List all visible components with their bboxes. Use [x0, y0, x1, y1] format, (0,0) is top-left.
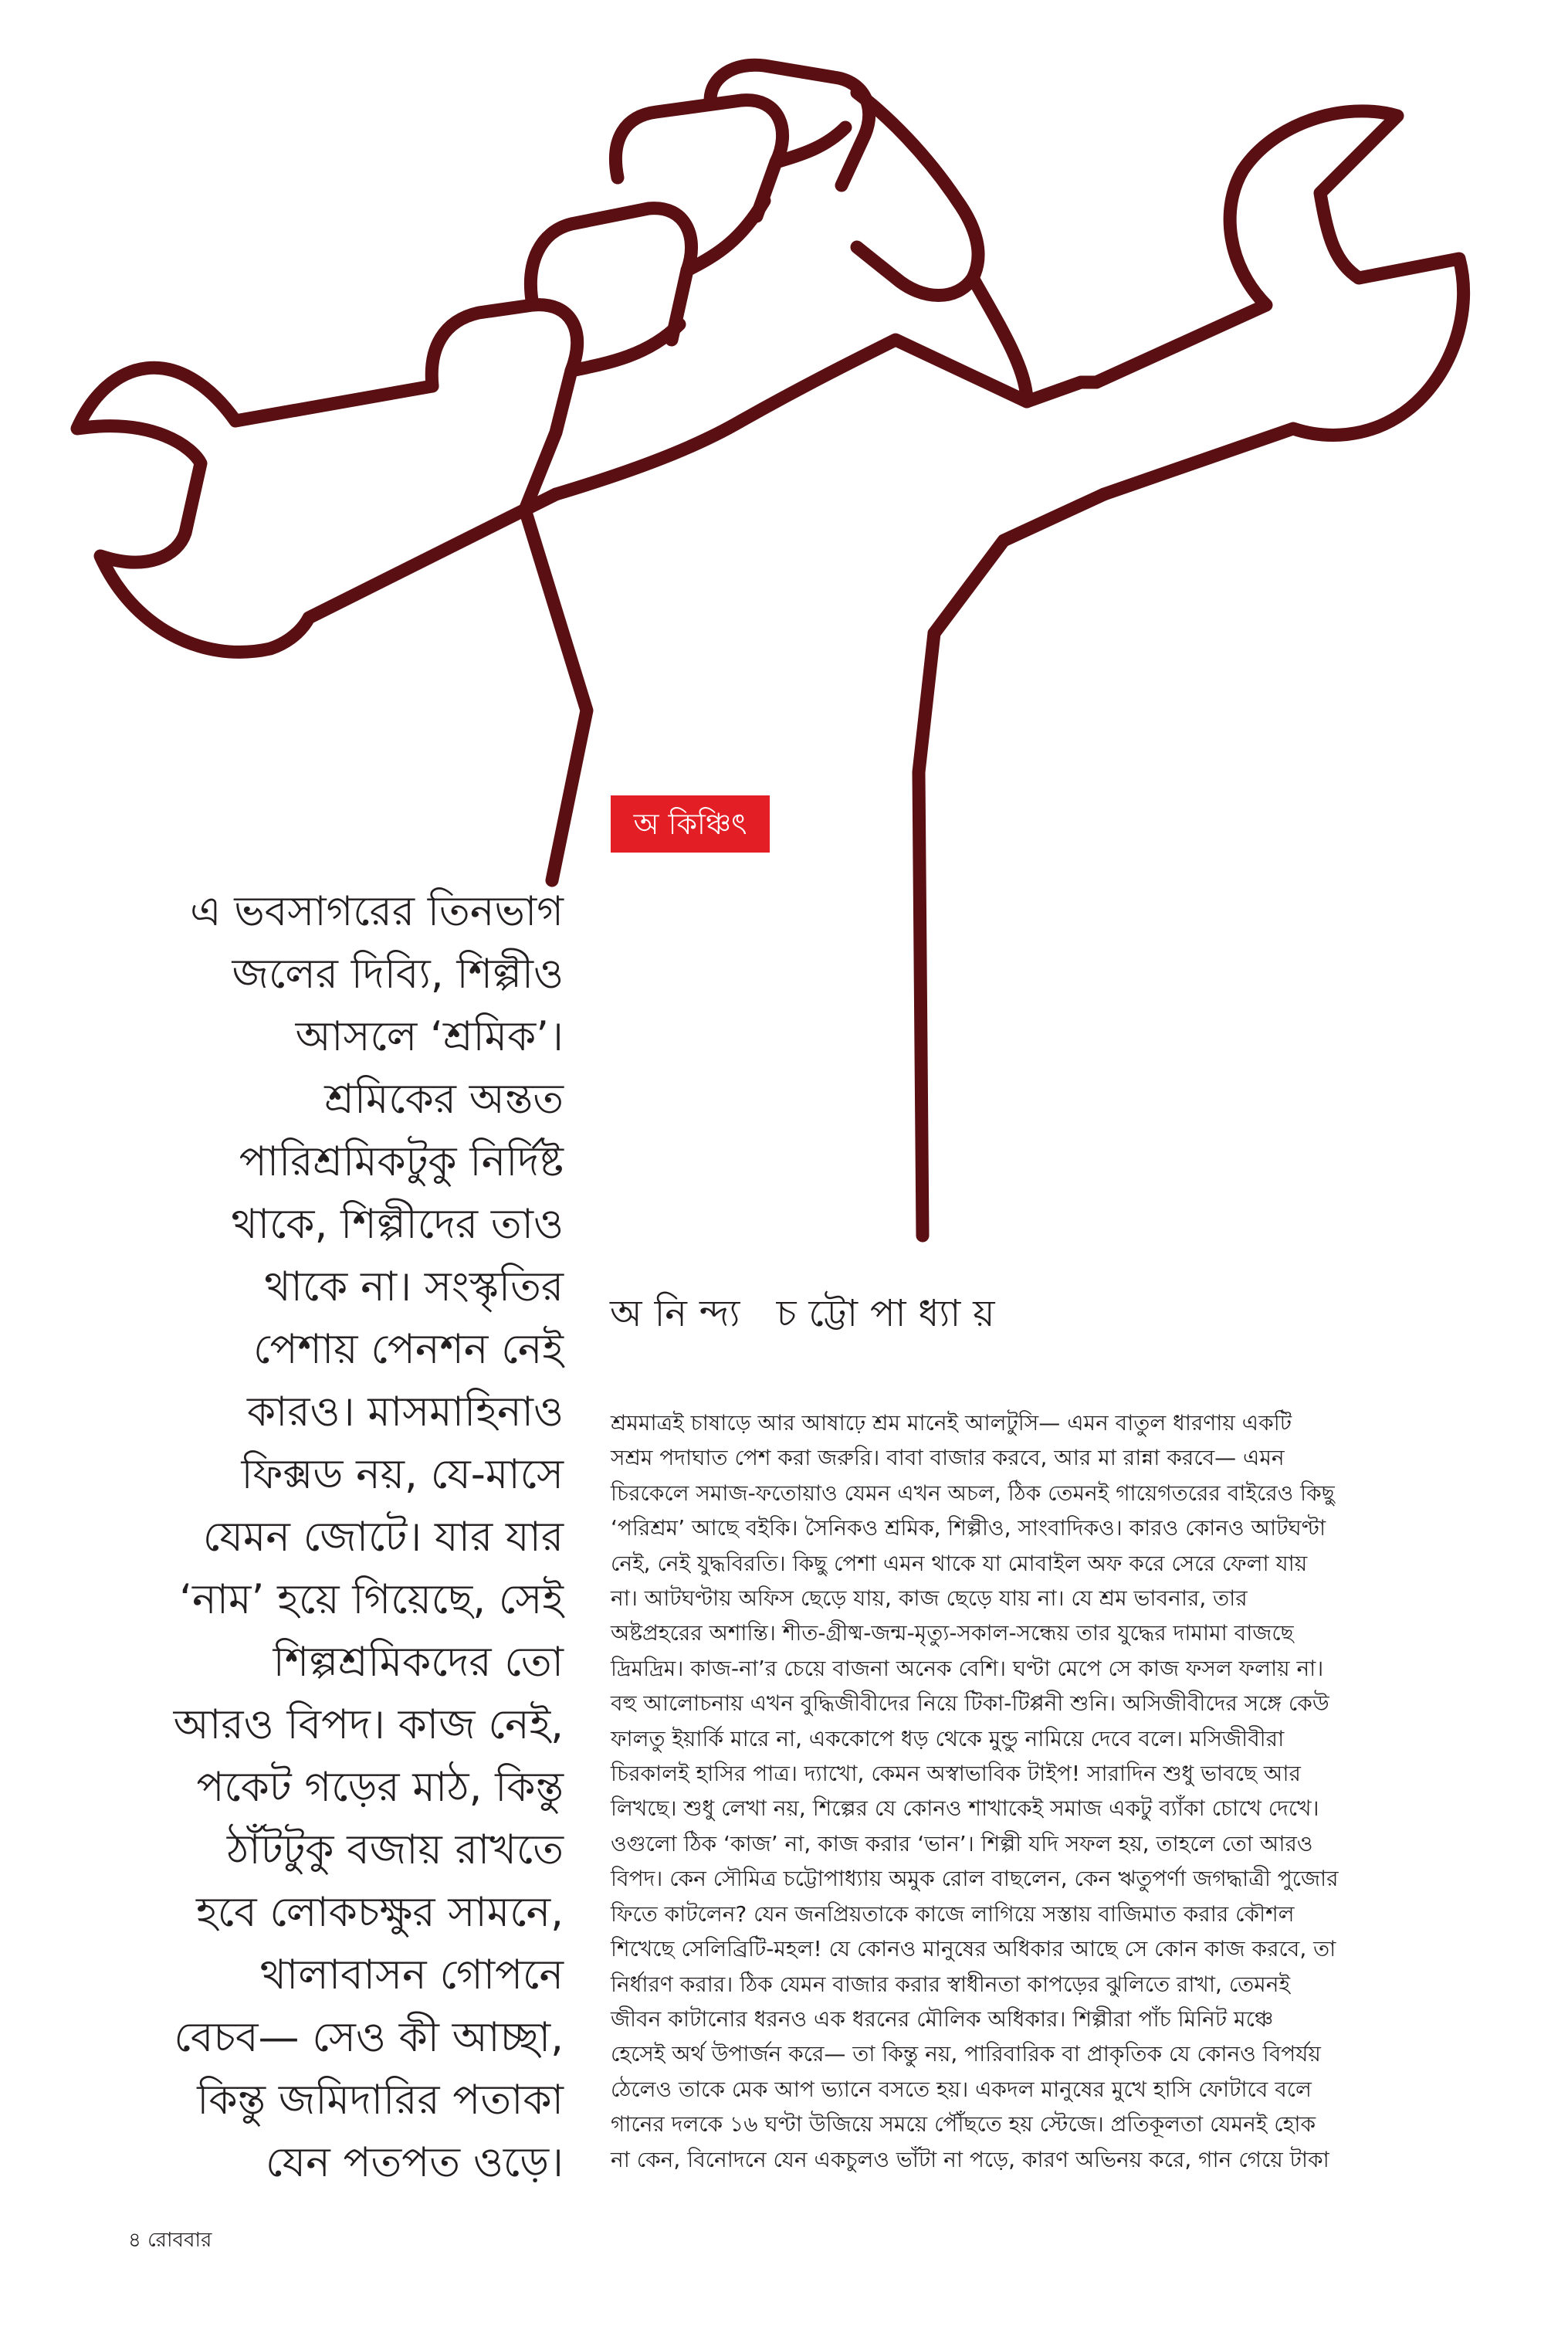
body-line: নির্ধারণ করার। ঠিক যেমন বাজার করার স্বাধীনতা কাপড়ের ঝুলিতে রাখা, তেমনই [611, 1971, 1291, 1997]
pull-quote-line: আরও বিপদ। কাজ নেই, [173, 1701, 564, 1748]
knuckle-crease-1 [571, 324, 679, 371]
pull-quote-line: ফিক্সড নয়, যে-মাসে [241, 1451, 564, 1498]
body-line: সশ্রম পদাঘাত পেশ করা জরুরি। বাবা বাজার করবে, আর মা রান্না করবে— এমন [611, 1445, 1285, 1471]
pull-quote-line: পারিশ্রমিকটুকু নির্দিষ্ট [239, 1138, 564, 1185]
pull-quote-line: যেমন জোটে। যার যার [202, 1514, 564, 1561]
body-line: না কেন, বিনোদনে যেন একচুলও ভাঁটা না পড়ে, কারণ অভিনয় করে, গান গেয়ে টাকা [611, 2146, 1329, 2172]
finger-3 [615, 100, 782, 216]
body-line: না। আটঘণ্টায় অফিস ছেড়ে যায়, কাজ ছেড়ে যায় না। যে শ্রম ভাবনার, তার [611, 1585, 1248, 1612]
pull-quote-line: কারও। মাসমাহিনাও [246, 1388, 564, 1436]
thumb [857, 93, 978, 296]
body-line: দ্রিমদ্রিম। কাজ-না’র চেয়ে বাজনা অনেক বেশি। ঘণ্টা মেপে সে কাজ ফসল ফলায় না। [611, 1655, 1324, 1681]
body-line: ফালতু ইয়ার্কি মারে না, এককোপে ধড় থেকে মুন্ডু নামিয়ে দেবে বলে। মসিজীবীরা [611, 1725, 1285, 1751]
pull-quote-line: শ্রমিকের অন্তত [324, 1076, 564, 1123]
spanner-left-head [77, 368, 556, 652]
author-byline: অনিন্দ্য চট্টোপাধ্যায় [610, 1292, 1008, 1335]
knuckle-crease-2 [687, 201, 764, 270]
body-line: ওগুলো ঠিক ‘কাজ’ না, কাজ করার ‘ভান’। শিল্পী যদি সফল হয়, তাহলে তো আরও [611, 1830, 1313, 1856]
pull-quote-line: ঠাঁটটুকু বজায় রাখতে [226, 1826, 564, 1873]
pull-quote-line: থাকে, শিল্পীদের তাও [231, 1201, 564, 1248]
forearm-left-edge [525, 510, 587, 880]
body-line: চিরকালই হাসির পাত্র। দ্যাখো, কেমন অস্বাভাবিক টাইপ! সারাদিন শুধু ভাবছে আর [611, 1761, 1301, 1787]
body-line: ঠেলেও তাকে মেক আপ ভ্যানে বসতে হয়। একদল মানুষের মুখে হাসি ফোটাবে বলে [611, 2076, 1312, 2102]
body-line: হেসেই অর্থ উপার্জন করে— তা কিন্তু নয়, পারিবারিক বা প্রাকৃতিক যে কোনও বিপর্যয় [611, 2041, 1321, 2067]
article-body [611, 1405, 1444, 2177]
body-line: বহু আলোচনায় এখন বুদ্ধিজীবীদের নিয়ে টিকা-টিপ্পনী শুনি। অসিজীবীদের সঙ্গে কেউ [611, 1690, 1329, 1717]
page-folio: ৪ রোববার [128, 2229, 212, 2252]
body-line: শ্রমমাত্রই চাষাড়ে আর আষাঢ়ে শ্রম মানেই আলটুসি— এমন বাতুল ধারণায় একটি [611, 1410, 1292, 1436]
section-tag[interactable]: অ কিঞ্চিৎ [611, 795, 770, 853]
body-line: বিপদ। কেন সৌমিত্র চট্টোপাধ্যায় অমুক রোল বাছলেন, কেন ঋতুপর্ণা জগদ্ধাত্রী পুজোর [611, 1866, 1339, 1892]
body-line: নেই, নেই যুদ্ধবিরতি। কিছু পেশা এমন থাকে যা মোবাইল অফ করে সেরে ফেলা যায় [611, 1550, 1308, 1576]
body-line: শিখেছে সেলিব্রিটি-মহল! যে কোনও মানুষের অধিকার আছে সে কোন কাজ করবে, তা [611, 1936, 1336, 1962]
finger-2 [530, 209, 691, 340]
forearm-right-edge [919, 633, 934, 1236]
body-line: ফিতে কাটলেন? যেন জনপ্রিয়তাকে কাজে লাগিয়ে সস্তায় বাজিমাত করার কৌশল [611, 1900, 1295, 1927]
pull-quote-line: থাকে না। সংস্কৃতির [264, 1263, 564, 1310]
pull-quote-line: ‘নাম’ হয়ে গিয়েছে, সেই [179, 1576, 564, 1623]
body-line: গানের দলকে ১৬ ঘণ্টা উজিয়ে সময়ে পৌঁছতে হয় স্টেজে। প্রতিকূলতা যেমনই হোক [611, 2111, 1316, 2138]
pull-quote-line: বেচব— সেও কী আচ্ছা, [174, 2014, 564, 2061]
body-line: অষ্টপ্রহরের অশান্তি। শীত-গ্রীষ্ম-জন্ম-মৃত্যু-সকাল-সন্ধেয় তার যুদ্ধের দামামা বাজছে [611, 1620, 1294, 1646]
pull-quote-line: থালাবাসন গোপনে [259, 1951, 564, 1999]
pull-quote-line: হবে লোকচক্ষুর সামনে, [195, 1889, 564, 1936]
pull-quote-line: আসলে ‘শ্রমিক’। [295, 1013, 564, 1060]
pull-quote [116, 880, 564, 2194]
pull-quote-line: পেশায় পেনশন নেই [253, 1326, 564, 1373]
body-line: জীবন কাটানোর ধরনও এক ধরনের মৌলিক অধিকার। শিল্পীরা পাঁচ মিনিট মঞ্চে [611, 2006, 1274, 2032]
spanner-right-head [1096, 111, 1464, 494]
body-line: চিরকেলে সমাজ-ফতোয়াও যেমন এখন অচল, ঠিক তেমনই গায়েগতরের বাইরেও কিছু [611, 1480, 1335, 1506]
body-line: ‘পরিশ্রম’ আছে বইকি। সৈনিকও শ্রমিক, শিল্পীও, সাংবাদিকও। কারও কোনও আটঘণ্টা [611, 1515, 1326, 1541]
pull-quote-line: যেন পতপত ওড়ে। [266, 2139, 564, 2186]
pull-quote-line: পকেট গড়ের মাঠ, কিন্তু [196, 1764, 564, 1811]
pull-quote-line: শিল্পশ্রমিকদের তো [273, 1639, 564, 1686]
pull-quote-line: কিন্তু জমিদারির পতাকা [197, 2077, 564, 2124]
pull-quote-line: জলের দিব্যি, শিল্পীও [232, 951, 564, 998]
finger-1 [432, 305, 577, 510]
wrist-right [934, 494, 1104, 633]
body-line: লিখছে। শুধু লেখা নয়, শিল্পের যে কোনও শাখাকেই সমাজ একটু ব্যাঁকা চোখে দেখে। [611, 1795, 1319, 1822]
pull-quote-line: এ ভবসাগরের তিনভাগ [190, 888, 564, 935]
